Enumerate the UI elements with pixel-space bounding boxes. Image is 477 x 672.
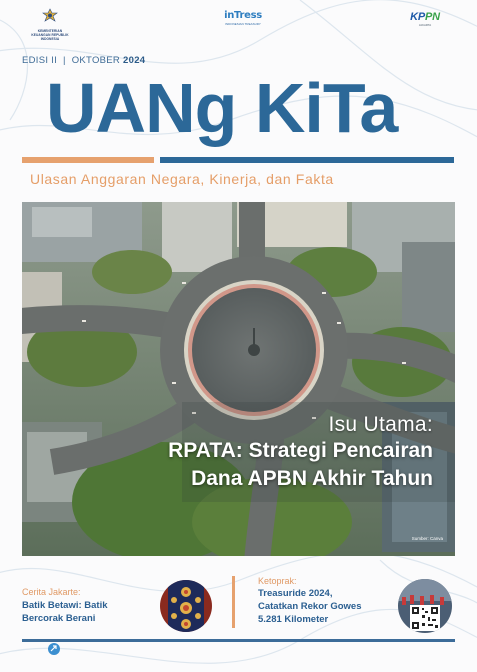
kemenkeu-logo-text: KEMENTERIAN KEUANGAN REPUBLIK INDONESIA: [31, 29, 69, 41]
magazine-tagline: Ulasan Anggaran Negara, Kinerja, dan Fakta: [30, 171, 334, 187]
footer-divider: [232, 576, 235, 628]
magazine-title: UANg KiTa: [46, 69, 398, 147]
footer-right-line1: Treasuride 2024,: [258, 588, 333, 599]
cover-headline-line2: Dana APBN Akhir Tahun: [191, 467, 433, 490]
intress-logo: [222, 10, 264, 26]
roundabout-aerial-image: [22, 202, 455, 556]
footer-bottom-rule: [22, 639, 455, 642]
footer-right-label: Ketoprak:: [258, 576, 297, 586]
kppn-logo: [400, 11, 450, 27]
edition-number: EDISI II: [22, 55, 58, 66]
kppn-logo-mark-a: KP: [410, 11, 425, 23]
edition-month: OKTOBER: [71, 55, 121, 66]
footer-right-line3: 5.281 Kilometer: [258, 614, 329, 625]
cover-kicker: Isu Utama:: [328, 413, 433, 436]
footer-right-line2: Catatkan Rekor Gowes: [258, 601, 362, 612]
footer-left-label: Cerita Jakarte:: [22, 587, 81, 597]
photo-source: Sumber: Canva: [411, 536, 443, 541]
batik-thumbnail: [160, 580, 212, 632]
kppn-logo-mark-b: PN: [425, 11, 440, 23]
title-underline-orange: [22, 157, 154, 163]
edition-year: 2024: [123, 55, 146, 66]
cover-headline-line1: RPATA: Strategi Pencairan: [168, 439, 433, 462]
footer-left-line2: Bercorak Berani: [22, 613, 96, 624]
edition-line: [22, 55, 145, 66]
kppn-logo-mark: [400, 11, 450, 23]
treasuride-photo-qr-image: [398, 579, 452, 633]
kppn-logo-sub: JAKARTA: [418, 23, 432, 27]
footer-left-line1: Batik Betawi: Batik: [22, 600, 108, 611]
intress-logo-mark: inTress: [224, 10, 262, 21]
title-underline-blue: [160, 157, 454, 163]
kemenkeu-logo: [30, 8, 70, 41]
kemenkeu-emblem-icon: [41, 8, 59, 24]
intress-logo-sub: INDONESIAN TREASURY: [225, 22, 261, 26]
arrow-icon: [50, 645, 58, 653]
batik-pattern-image: [160, 580, 212, 632]
edition-separator: |: [63, 55, 66, 66]
bottom-badge-icon: [48, 643, 60, 655]
treasuride-thumbnail: [398, 579, 452, 633]
cover-photo: [22, 202, 455, 556]
